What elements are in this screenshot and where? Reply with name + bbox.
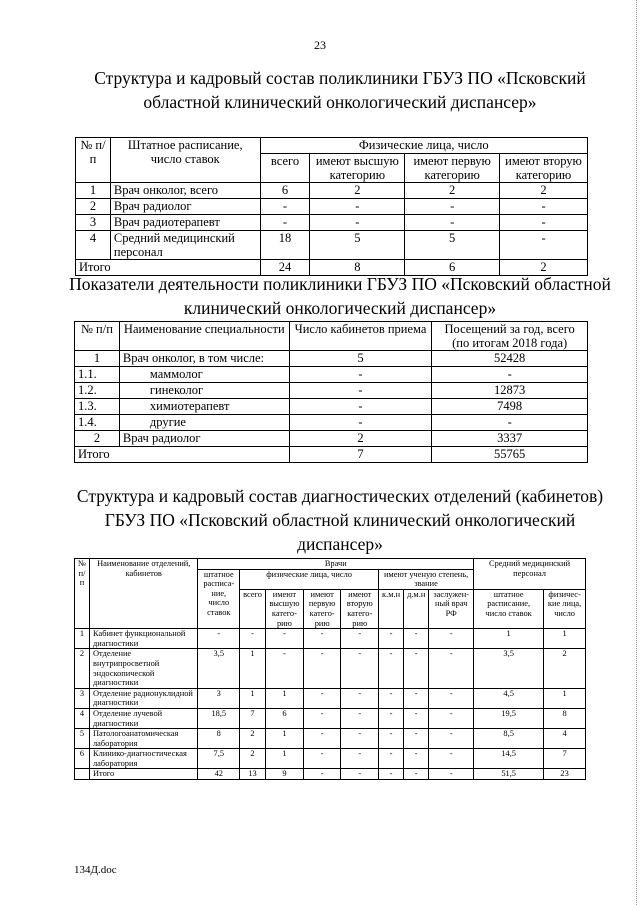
cell-nurse-staff: 3,5 bbox=[474, 649, 544, 688]
cell-num: 1.1. bbox=[75, 367, 120, 383]
cell-second: - bbox=[341, 769, 379, 780]
total-label: Итого bbox=[90, 769, 198, 780]
cell-first: - bbox=[405, 215, 500, 231]
header-phys: Физические лица, число bbox=[260, 138, 587, 154]
table-row bbox=[75, 399, 588, 415]
cell-rooms: - bbox=[289, 383, 432, 399]
cell-name: Клинико-диагностическая лаборатория bbox=[90, 749, 198, 769]
table-row bbox=[75, 415, 588, 431]
cell-rooms: 2 bbox=[289, 431, 432, 447]
table1-heading bbox=[60, 66, 620, 114]
cell-dmn: - bbox=[404, 649, 429, 688]
cell-highest: 5 bbox=[310, 231, 405, 260]
table-row bbox=[75, 629, 586, 649]
cell-name: Врач онколог, в том числе: bbox=[119, 351, 289, 367]
cell-nurse-staff: 19,5 bbox=[474, 708, 544, 728]
header-second: имеют вторую катего-рию bbox=[341, 589, 379, 628]
cell-rooms: 5 bbox=[289, 351, 432, 367]
header-num: № п/п bbox=[75, 322, 120, 351]
cell-kmn: - bbox=[379, 708, 404, 728]
table-row bbox=[75, 708, 586, 728]
cell-highest: 1 bbox=[265, 749, 303, 769]
cell-total: - bbox=[240, 629, 266, 649]
cell-staff: 8 bbox=[198, 729, 240, 749]
cell-highest: 2 bbox=[310, 183, 405, 199]
cell-kmn: - bbox=[379, 649, 404, 688]
cell-honored: - bbox=[429, 629, 474, 649]
cell-name: другие bbox=[119, 415, 289, 431]
header-phys: физические лица, число bbox=[240, 569, 379, 589]
total-row bbox=[75, 769, 586, 780]
cell-rooms: - bbox=[289, 367, 432, 383]
cell-first: - bbox=[303, 649, 341, 688]
table-row bbox=[75, 431, 588, 447]
cell-first: - bbox=[303, 708, 341, 728]
cell-visits: 12873 bbox=[432, 383, 588, 399]
cell-nurse-phys: 2 bbox=[544, 649, 586, 688]
cell-staff: 18,5 bbox=[198, 708, 240, 728]
cell-first: 6 bbox=[405, 260, 500, 276]
cell-name: Врач радиотерапевт bbox=[110, 215, 260, 231]
cell-rooms: 7 bbox=[289, 447, 432, 463]
cell-visits: - bbox=[432, 415, 588, 431]
table-row bbox=[75, 749, 586, 769]
table-row bbox=[75, 351, 588, 367]
cell-second: - bbox=[341, 649, 379, 688]
total-label: Итого bbox=[76, 260, 261, 276]
cell-visits: 52428 bbox=[432, 351, 588, 367]
header-first: имеют первую категорию bbox=[405, 154, 500, 183]
cell-honored: - bbox=[429, 649, 474, 688]
cell-highest: - bbox=[265, 649, 303, 688]
cell-rooms: - bbox=[289, 399, 432, 415]
cell-num: 1.4. bbox=[75, 415, 120, 431]
cell-visits: 7498 bbox=[432, 399, 588, 415]
cell-rooms: - bbox=[289, 415, 432, 431]
cell-total: 2 bbox=[240, 729, 266, 749]
cell-second: 2 bbox=[500, 183, 588, 199]
cell-highest: - bbox=[310, 199, 405, 215]
page-edge-line bbox=[636, 0, 637, 905]
cell-name: Врач радиолог bbox=[119, 431, 289, 447]
cell-nurse-phys: 4 bbox=[544, 729, 586, 749]
cell-kmn: - bbox=[379, 688, 404, 708]
header-staff: Штатное расписание, число ставок bbox=[110, 138, 260, 183]
cell-nurse-staff: 1 bbox=[474, 629, 544, 649]
header-highest: имеют высшую категорию bbox=[310, 154, 405, 183]
table-row bbox=[76, 215, 588, 231]
cell-kmn: - bbox=[379, 729, 404, 749]
cell-staff: 3 bbox=[198, 688, 240, 708]
diagnostics-table bbox=[74, 558, 586, 780]
cell-name: гинеколог bbox=[119, 383, 289, 399]
cell-total: - bbox=[260, 215, 310, 231]
cell-dmn: - bbox=[404, 769, 429, 780]
cell-highest: 8 bbox=[310, 260, 405, 276]
cell-name: Кабинет функциональной диагностики bbox=[90, 629, 198, 649]
cell-name: маммолог bbox=[119, 367, 289, 383]
heading-line: клинический онкологический диспансер» bbox=[183, 298, 497, 318]
cell-total: 13 bbox=[240, 769, 266, 780]
cell-second: - bbox=[500, 199, 588, 215]
cell-staff: 3,5 bbox=[198, 649, 240, 688]
cell-highest: 6 bbox=[265, 708, 303, 728]
header-name: Наименование отделений, кабинетов bbox=[90, 559, 198, 629]
cell-second: - bbox=[341, 629, 379, 649]
cell-name: Отделение радионуклидной диагностики bbox=[90, 688, 198, 708]
table2-heading bbox=[60, 272, 620, 320]
table-row bbox=[75, 688, 586, 708]
table-row bbox=[76, 199, 588, 215]
cell-first: - bbox=[303, 688, 341, 708]
cell-total: 6 bbox=[260, 183, 310, 199]
cell-staff: 7,5 bbox=[198, 749, 240, 769]
header-num: № п/п bbox=[75, 559, 90, 629]
cell-first: - bbox=[303, 769, 341, 780]
cell-first: - bbox=[303, 629, 341, 649]
cell-honored: - bbox=[429, 688, 474, 708]
cell-num: 1 bbox=[75, 351, 120, 367]
cell-staff: - bbox=[198, 629, 240, 649]
cell-total: 2 bbox=[240, 749, 266, 769]
cell-first: - bbox=[303, 749, 341, 769]
header-visits: Посещений за год, всего (по итогам 2018 года) bbox=[432, 322, 588, 351]
page-number: 23 bbox=[314, 38, 326, 52]
cell-dmn: - bbox=[404, 708, 429, 728]
cell-second: - bbox=[341, 688, 379, 708]
cell-first: - bbox=[303, 729, 341, 749]
cell-total: 1 bbox=[240, 688, 266, 708]
header-rooms: Число кабинетов приема bbox=[289, 322, 432, 351]
header-highest: имеют высшую катего-рию bbox=[265, 589, 303, 628]
cell-highest: - bbox=[310, 215, 405, 231]
heading-line: диспансер» bbox=[297, 534, 383, 554]
staff-table bbox=[75, 137, 588, 276]
header-staff-rate: штатное расписа-ние, число ставок bbox=[198, 569, 240, 629]
cell-honored: - bbox=[429, 729, 474, 749]
footer-filename: 134Д.doc bbox=[74, 864, 117, 876]
table3-heading bbox=[60, 484, 620, 556]
cell-nurse-phys: 23 bbox=[544, 769, 586, 780]
cell-second: - bbox=[341, 729, 379, 749]
cell-num: 2 bbox=[75, 431, 120, 447]
heading-line: Структура и кадровый состав поликлиники ГБУЗ ПО «Псковский bbox=[94, 68, 586, 88]
cell-kmn: - bbox=[379, 629, 404, 649]
heading-line: ГБУЗ ПО «Псковский областной клинический онкологический bbox=[104, 510, 576, 530]
cell-nurse-phys: 7 bbox=[544, 749, 586, 769]
total-row bbox=[75, 447, 588, 463]
cell-num: 1.2. bbox=[75, 383, 120, 399]
cell-second: 2 bbox=[500, 260, 588, 276]
cell-total: 24 bbox=[260, 260, 310, 276]
cell-num: 2 bbox=[75, 649, 90, 688]
table-row bbox=[75, 729, 586, 749]
cell-name: Патологоанатомическая лаборатория bbox=[90, 729, 198, 749]
table-row bbox=[76, 231, 588, 260]
cell-highest: 9 bbox=[265, 769, 303, 780]
cell-num: 4 bbox=[76, 231, 111, 260]
activity-table bbox=[74, 321, 588, 463]
cell-num: 5 bbox=[75, 729, 90, 749]
cell-nurse-phys: 1 bbox=[544, 688, 586, 708]
cell-highest: 1 bbox=[265, 729, 303, 749]
heading-line: областной клинический онкологический диспансер» bbox=[143, 92, 537, 112]
header-doctors: Врачи bbox=[198, 559, 474, 570]
cell-num-empty bbox=[75, 769, 90, 780]
cell-second: - bbox=[341, 708, 379, 728]
cell-first: - bbox=[405, 199, 500, 215]
cell-dmn: - bbox=[404, 629, 429, 649]
total-label: Итого bbox=[75, 447, 290, 463]
cell-name: Врач радиолог bbox=[110, 199, 260, 215]
cell-name: Отделение внутрипросветной эндоскопической диагностики bbox=[90, 649, 198, 688]
cell-second: - bbox=[500, 231, 588, 260]
header-second: имеют вторую категорию bbox=[500, 154, 588, 183]
header-total: всего bbox=[260, 154, 310, 183]
table-row bbox=[75, 649, 586, 688]
cell-honored: - bbox=[429, 749, 474, 769]
header-name: Наименование специальности bbox=[119, 322, 289, 351]
cell-num: 3 bbox=[75, 688, 90, 708]
cell-highest: - bbox=[265, 629, 303, 649]
header-total: всего bbox=[240, 589, 266, 628]
heading-line: Показатели деятельности поликлиники ГБУЗ ПО «Псковский областной bbox=[69, 274, 611, 294]
cell-second: - bbox=[500, 215, 588, 231]
cell-name: химиотерапевт bbox=[119, 399, 289, 415]
cell-second: - bbox=[341, 749, 379, 769]
cell-first: 5 bbox=[405, 231, 500, 260]
cell-visits: - bbox=[432, 367, 588, 383]
header-honored: заслужен-ный врач РФ bbox=[429, 589, 474, 628]
cell-staff: 42 bbox=[198, 769, 240, 780]
header-degree: имеют ученую степень, звание bbox=[379, 569, 474, 589]
cell-name: Средний медицинский персонал bbox=[110, 231, 260, 260]
cell-dmn: - bbox=[404, 749, 429, 769]
cell-num: 6 bbox=[75, 749, 90, 769]
cell-highest: 1 bbox=[265, 688, 303, 708]
header-nurses: Средний медицинский персонал bbox=[474, 559, 586, 590]
cell-nurse-phys: 8 bbox=[544, 708, 586, 728]
cell-first: 2 bbox=[405, 183, 500, 199]
cell-num: 1 bbox=[75, 629, 90, 649]
cell-num: 3 bbox=[76, 215, 111, 231]
heading-line: Структура и кадровый состав диагностических отделений (кабинетов) bbox=[76, 486, 604, 506]
header-nurse-phys: физичес-кие лица, число bbox=[544, 589, 586, 628]
table-row bbox=[75, 367, 588, 383]
cell-honored: - bbox=[429, 708, 474, 728]
cell-nurse-staff: 4,5 bbox=[474, 688, 544, 708]
cell-visits: 3337 bbox=[432, 431, 588, 447]
cell-dmn: - bbox=[404, 729, 429, 749]
cell-nurse-staff: 8,5 bbox=[474, 729, 544, 749]
cell-dmn: - bbox=[404, 688, 429, 708]
cell-num: 1.3. bbox=[75, 399, 120, 415]
cell-nurse-phys: 1 bbox=[544, 629, 586, 649]
table-row bbox=[75, 383, 588, 399]
cell-total: 18 bbox=[260, 231, 310, 260]
header-first: имеют первую катего-рию bbox=[303, 589, 341, 628]
cell-num: 1 bbox=[76, 183, 111, 199]
cell-name: Врач онколог, всего bbox=[110, 183, 260, 199]
cell-num: 4 bbox=[75, 708, 90, 728]
header-nurse-staff: штатное расписание, число ставок bbox=[474, 589, 544, 628]
header-num: № п/п bbox=[76, 138, 111, 183]
cell-visits: 55765 bbox=[432, 447, 588, 463]
cell-nurse-staff: 14,5 bbox=[474, 749, 544, 769]
cell-total: - bbox=[260, 199, 310, 215]
cell-nurse-staff: 51,5 bbox=[474, 769, 544, 780]
cell-kmn: - bbox=[379, 769, 404, 780]
cell-total: 7 bbox=[240, 708, 266, 728]
cell-num: 2 bbox=[76, 199, 111, 215]
table-row bbox=[76, 183, 588, 199]
cell-total: 1 bbox=[240, 649, 266, 688]
header-dmn: д.м.н bbox=[404, 589, 429, 628]
cell-name: Отделение лучевой диагностики bbox=[90, 708, 198, 728]
cell-kmn: - bbox=[379, 749, 404, 769]
header-kmn: к.м.н bbox=[379, 589, 404, 628]
cell-honored: - bbox=[429, 769, 474, 780]
